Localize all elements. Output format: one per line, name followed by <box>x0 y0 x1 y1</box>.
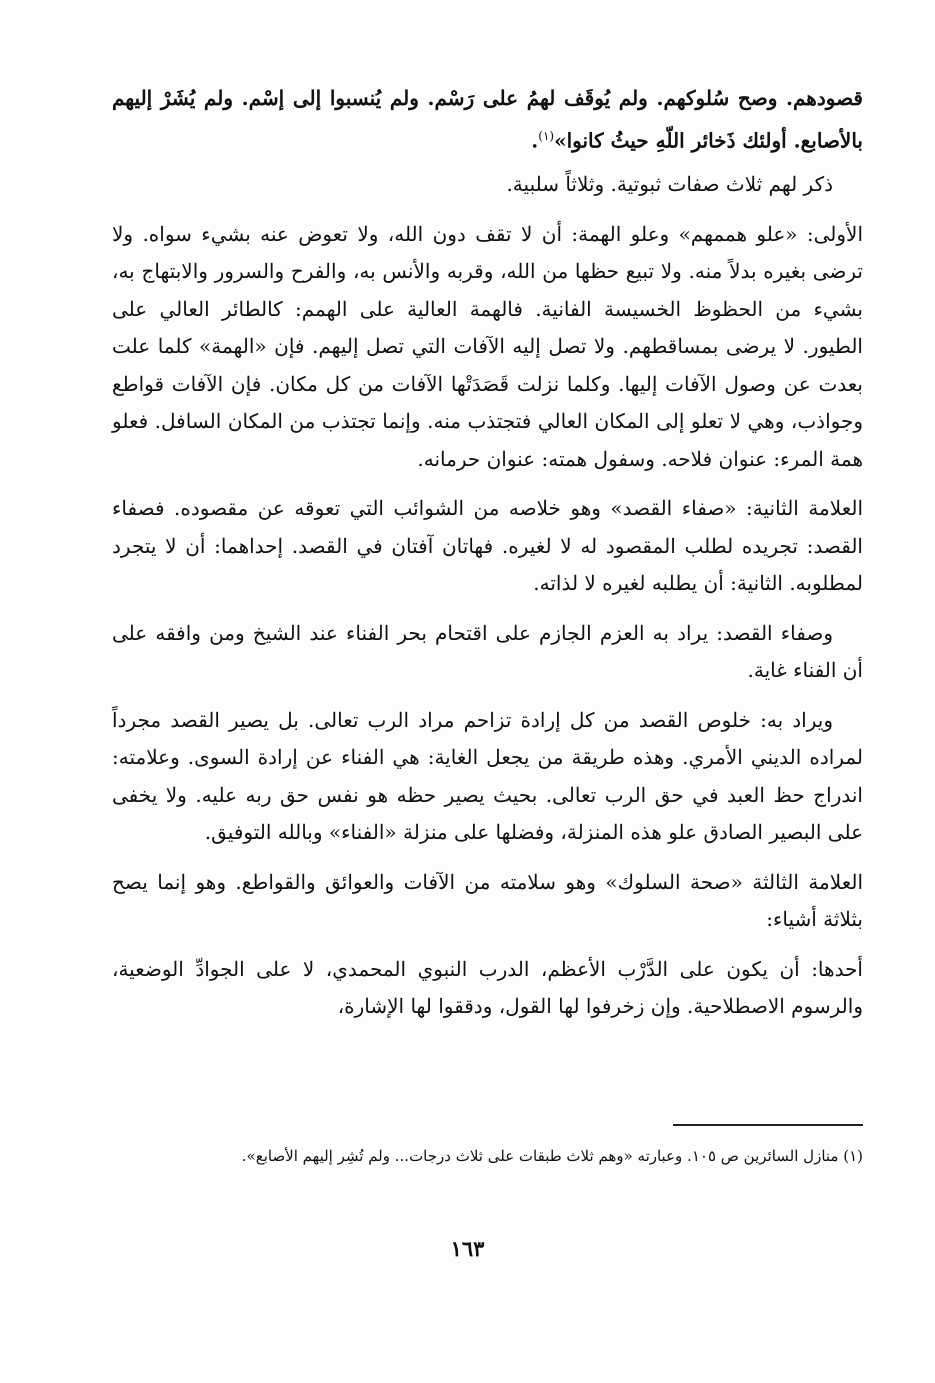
lead-paragraph-text: قصودهم. وصح سُلوكهم. ولم يُوقَف لهمُ على رَسْم. ولم يُنسبوا إلى إسْم. ولم يُشَرْ إليهم بالأصابع. أولئك ذَخائر اللّهِ حيثُ كانوا» <box>112 86 863 153</box>
paragraph-purity-meaning-one: وصفاء القصد: يراد به العزم الجازم على اقتحام بحر الفناء عند الشيخ ومن وافقه على أن الفناء غاية. <box>112 620 863 682</box>
paragraph-purity-meaning-two: ويراد به: خلوص القصد من كل إرادة تزاحم مراد الرب تعالى. بل يصير القصد مجرداً لمراده الديني الأمري. وهذه طريقة من يجعل الغاية: هي الفناء عن إرادة السوى. وعلامته: اندراج حظ العبد في حق الرب تعالى. بحيث يصير حظه هو نفس حق ربه عليه. ولا يخفى على البصير الصادق علو هذه المنزلة، وفضلها على منزلة «الفناء» وبالله التوفيق. <box>112 707 863 844</box>
footnote-reference: (١) <box>538 128 555 143</box>
footnote-divider <box>673 1124 863 1126</box>
paragraph-second-sign: العلامة الثانية: «صفاء القصد» وهو خلاصه من الشوائب التي تعوقه عن مقصوده. فصفاء القصد: تجريده لطلب المقصود له لا لغيره. فهاتان آفتان في القصد. إحداهما: أن لا يتجرد لمطلوبه. الثانية: أن يطلبه لغيره لا لذاته. <box>112 496 863 595</box>
paragraph-first-sign: الأولى: «علو هممهم» وعلو الهمة: أن لا تقف دون الله، ولا تعوض عنه بشيء سواه. ولا ترضى بغيره بدلاً منه. ولا تبيع حظها من الله، وقربه والأنس به، والفرح والسرور والابتهاج به، بشيء من الحظوظ الخسيسة الفانية. فالهمة العالية على الهمم: كالطائر العالي على الطيور. لا يرضى بمساقطهم. ولا تصل إليه الآفات التي تصل إليهم. فإن «الهمة» كلما علت بعدت عن وصول الآفات إليها. وكلما نزلت قَصَدَتْها الآفات من كل مكان. فإن الآفات قواطع وجواذب، وهي لا تعلو إلى المكان العالي فتجتذب منه. وإنما تجتذب من المكان السافل. فعلو همة المرء: عنوان فلاحه. وسفول همته: عنوان حرمانه. <box>112 221 864 471</box>
paragraph-third-sign: العلامة الثالثة «صحة السلوك» وهو سلامته من الآفات والعوائق والقواطع. وهو إنما يصح بثلاثة أشياء: <box>112 869 863 931</box>
lead-paragraph: قصودهم. وصح سُلوكهم. ولم يُوقَف لهمُ على رَسْم. ولم يُنسبوا إلى إسْم. ولم يُشَرْ إليهم بالأصابع. أولئك ذَخائر اللّهِ حيثُ كانوا»$^{(١)}$. <box>112 86 863 153</box>
footnote: (١) منازل السائرين ص ١٠٥. وعبارته «وهم ثلاث طبقات على ثلاث درجات... ولم تُشِر إليهم الأصابع». <box>241 1147 863 1165</box>
paragraph-intro: ذكر لهم ثلاث صفات ثبوتية. وثلاثاً سلبية. <box>506 172 833 196</box>
page-number: ١٦٣ <box>450 1236 485 1261</box>
body-text <box>112 166 863 1038</box>
paragraph-first-thing: أحدها: أن يكون على الدَّرْب الأعظم، الدرب النبوي المحمدي، لا على الجوادِّ الوضعية، والرسوم الاصطلاحية. وإن زخرفوا لها القول، ودققوا لها الإشارة، <box>112 956 863 1018</box>
